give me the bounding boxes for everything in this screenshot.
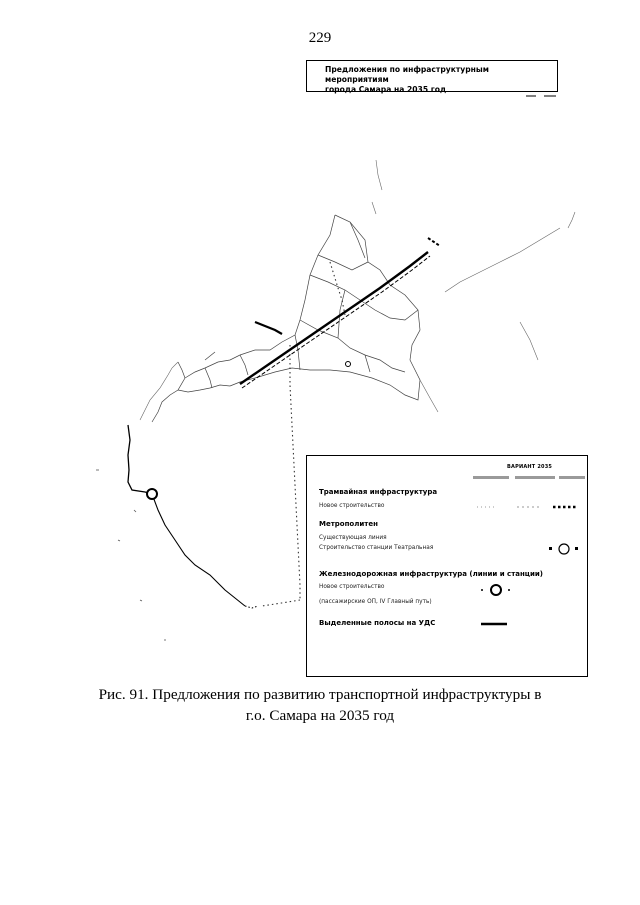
- legend-item-railway-details: (пассажирские ОП, IV Главный путь): [319, 599, 432, 605]
- legend-heading-tram: Трамвайная инфраструктура: [319, 488, 438, 496]
- tram-new-symbol: [473, 503, 583, 511]
- legend-column-heading-3: [559, 476, 585, 479]
- legend-heading-bus-lanes: Выделенные полосы на УДС: [319, 619, 436, 627]
- railway-new-symbol: [479, 583, 513, 597]
- page-number: 229: [308, 30, 332, 46]
- legend-column-heading-2: [515, 476, 555, 479]
- legend-item-railway-new: Новое строительство: [319, 584, 385, 590]
- metro-station-marker: [346, 362, 351, 367]
- figure-caption-line-2: г.о. Самара на 2035 год: [245, 707, 395, 724]
- river-coastline: [140, 160, 575, 476]
- legend-variant-label: ВАРИАНТ 2035: [507, 464, 553, 470]
- legend-heading-railway: Железнодорожная инфраструктура (линии и станции): [319, 570, 544, 578]
- legend-item-metro-station: Строительство станции Театральная: [319, 545, 434, 551]
- map-legend: [306, 455, 588, 677]
- metro-station-symbol: [547, 542, 581, 556]
- legend-item-tram-new: Новое строительство: [319, 503, 385, 509]
- railway-station-marker: [147, 489, 157, 499]
- legend-heading-metro: Метрополитен: [319, 520, 378, 528]
- bus-lane-symbol: [479, 621, 509, 627]
- western-railway-line: [128, 425, 258, 608]
- map-title-line-2: города Самара на 2035 год: [325, 85, 447, 94]
- figure-caption: [0, 684, 640, 726]
- district-boundaries: [152, 215, 420, 422]
- legend-item-metro-existing: Существующая линия: [319, 535, 387, 541]
- figure-caption-line-1: Рис. 91. Предложения по развитию транспортной инфраструктуры в: [98, 686, 542, 703]
- bus-lane-segment: [255, 322, 282, 334]
- map-title-line-1: Предложения по инфраструктурным мероприятиям: [325, 65, 489, 84]
- legend-column-heading-1: [473, 476, 509, 479]
